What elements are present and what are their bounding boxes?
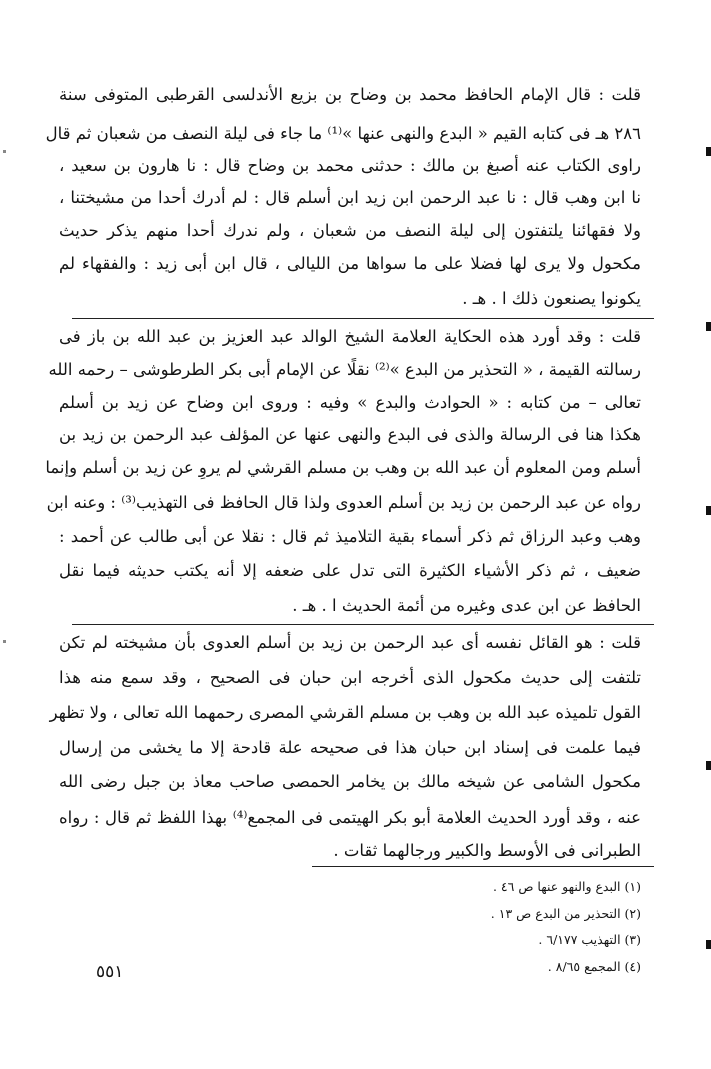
text-line: يكونوا يصنعون ذلك ا . هـ . bbox=[462, 289, 641, 308]
margin-mark bbox=[3, 640, 6, 643]
text-line: مكحول الشامى عن شيخه مالك بن يخامر الحمصى صاحب معاذ بن جبل رضى الله bbox=[59, 772, 641, 791]
text-line: ولا فقهائنا يلتفتون إلى ليلة النصف من شعبان ، ولم ندرك أحدا منهم يذكر حديث bbox=[59, 221, 641, 240]
text-line: فيما علمت فى إسناد ابن حبان هذا فى صحيحه علة قادحة إلا ما يخشى من إرسال bbox=[59, 738, 641, 757]
text-line: الحافظ عن ابن عدى وغيره من أئمة الحديث ا . هـ . bbox=[292, 596, 641, 615]
text-line: نا ابن وهب قال : نا عبد الرحمن ابن زيد ابن أسلم قال : لم أدرك أحدا من مشيختنا ، bbox=[59, 188, 641, 207]
text-line: رسالته القيمة ، « التحذير من البدع »⁽²⁾ نقلًا عن الإمام أبى بكر الطرطوشى – رحمه الله bbox=[48, 360, 641, 379]
text-line: راوى الكتاب عنه أصبغ بن مالك : حدثنى محمد بن وضاح قال : نا هارون بن سعيد ، bbox=[59, 156, 641, 175]
footnote: (٣) التهذيب ٦/١٧٧ . bbox=[538, 932, 641, 947]
text-line: ٢٨٦ هـ فى كتابه القيم « البدع والنهى عنها »⁽¹⁾ ما جاء فى ليلة النصف من شعبان ثم قال bbox=[45, 124, 641, 143]
margin-mark bbox=[706, 940, 711, 949]
text-line: قلت : قال الإمام الحافظ محمد بن وضاح بن بزيع الأندلسى القرطبى المتوفى سنة bbox=[59, 85, 641, 104]
page-number: ٥٥١ bbox=[96, 962, 124, 982]
footnote: (٢) التحذير من البدع ص ١٣ . bbox=[490, 906, 641, 921]
text-line: مكحول ولا يرى لها فضلا على ما سواها من الليالى ، قال ابن أبى زيد : والفقهاء لم bbox=[59, 254, 641, 273]
margin-mark bbox=[706, 506, 711, 515]
text-line: وهب وعبد الرزاق ثم ذكر أسماء بقية التلاميذ ثم قال : نقلا عن أبى طالب عن أحمد : bbox=[59, 527, 641, 546]
footnote: (٤) المجمع ٨/٦٥ . bbox=[547, 959, 641, 974]
text-line: القول تلميذه عبد الله بن وهب بن مسلم القرشي المصرى رحمهما الله تعالى ، ولا تظهر bbox=[49, 703, 641, 722]
text-line: تعالى – من كتابه : « الحوادث والبدع » وفيه : وروى ابن وضاح عن زيد بن أسلم bbox=[59, 393, 641, 412]
text-line: قلت : هو القائل نفسه أى عبد الرحمن بن زيد بن أسلم العدوى بأن مشيخته لم تكن bbox=[59, 633, 641, 652]
text-line: تلتفت إلى حديث مكحول الذى أخرجه ابن حبان فى الصحيح ، وقد سمع منه هذا bbox=[59, 668, 641, 687]
margin-mark bbox=[706, 761, 711, 770]
text-line: الطبرانى فى الأوسط والكبير ورجالهما ثقات . bbox=[333, 841, 641, 860]
text-line: ضعيف ، ثم ذكر الأشياء الكثيرة التى تدل على ضعفه إلا أنه يكتب حديثه فيما نقل bbox=[59, 561, 641, 580]
text-line: هكذا هنا فى الرسالة والذى فى البدع والنهى عنها عن المؤلف عبد الرحمن بن زيد بن bbox=[59, 425, 641, 444]
text-line: عنه ، وقد أورد الحديث العلامة أبو بكر الهيتمى فى المجمع⁽⁴⁾ بهذا اللفظ ثم قال : رواه bbox=[59, 808, 641, 827]
text-line: قلت : وقد أورد هذه الحكاية العلامة الشيخ الوالد عبد العزيز بن عبد الله بن باز فى bbox=[59, 327, 641, 346]
margin-mark bbox=[706, 147, 711, 156]
footnote-separator bbox=[312, 866, 654, 867]
margin-mark bbox=[3, 150, 6, 153]
text-line: أسلم ومن المعلوم أن عبد الله بن وهب بن مسلم القرشي لم يروِ عن زيد بن أسلم وإنما bbox=[45, 458, 641, 477]
margin-mark bbox=[706, 322, 711, 331]
footnote: (١) البدع والنهو عنها ص ٤٦ . bbox=[492, 879, 641, 894]
text-line: رواه عن عبد الرحمن بن زيد بن أسلم العدوى ولذا قال الحافظ فى التهذيب⁽³⁾ : وعنه ابن bbox=[46, 493, 641, 512]
